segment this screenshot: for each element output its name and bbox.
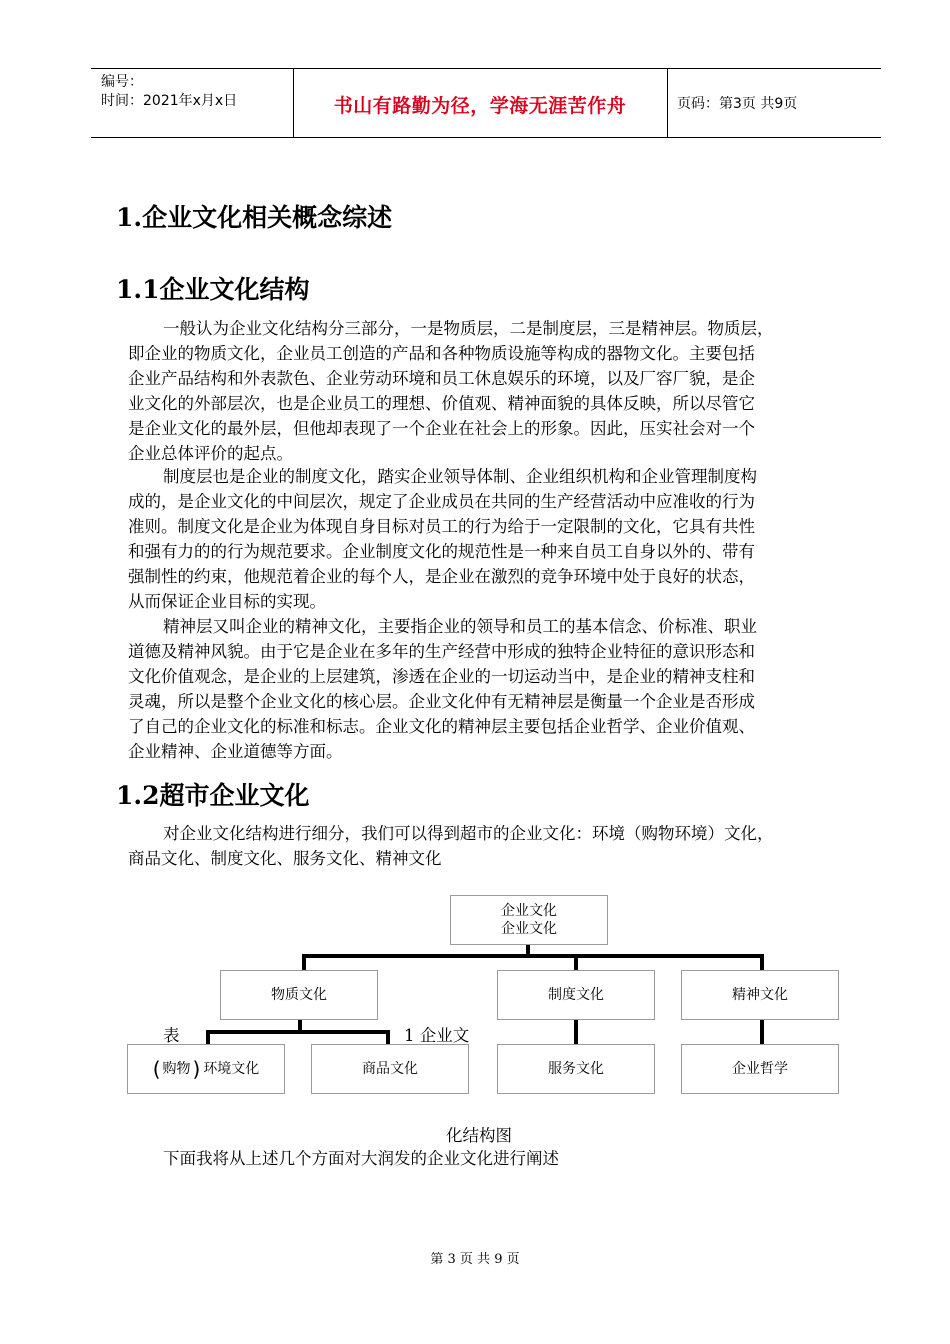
- node-goods-culture: [311, 1044, 469, 1094]
- node-label: 服务文化: [548, 1061, 604, 1077]
- text-line: 成的，是企业文化的中间层次，规定了企业成员在共同的生产经营活动中应准收的行为: [128, 492, 755, 511]
- node-label: 购物: [162, 1061, 191, 1077]
- connector-line: [574, 1019, 578, 1044]
- text-line: 企业总体评价的起点。: [128, 444, 293, 463]
- text-line: 业文化的外部层次，也是企业员工的理想、价值观、精神面貌的具体反映，所以尽管它: [128, 394, 755, 413]
- connector-line: [760, 954, 764, 970]
- connector-line: [206, 1030, 210, 1044]
- node-corporate-culture: [450, 895, 608, 945]
- page-header: [91, 68, 881, 138]
- text-line: 准则。制度文化是企业为体现自身目标对员工的行为给于一定限制的文化，它具有共性: [128, 517, 755, 536]
- connector-line: [574, 954, 578, 970]
- header-page-label: 页码：第3页 共9页: [677, 96, 798, 112]
- page-footer: 第 3 页 共 9 页: [430, 1252, 520, 1267]
- text-line: 对企业文化结构进行细分，我们可以得到超市的企业文化：环境（购物环境）文化，: [163, 824, 774, 843]
- header-divider: [667, 69, 668, 137]
- node-paren: (: [152, 1057, 161, 1081]
- node-material-culture: [220, 970, 378, 1020]
- paragraph-supermarket-culture: [128, 821, 868, 871]
- node-label: 物质文化: [271, 987, 327, 1003]
- connector-line: [302, 954, 306, 970]
- diagram-caption-right: 1 企业文: [404, 1026, 470, 1045]
- section-heading-1-2: 1.2超市企业文化: [116, 781, 310, 810]
- text-line: 下面我将从上述几个方面对大润发的企业文化进行阐述: [163, 1149, 559, 1168]
- node-paren: ): [192, 1057, 201, 1081]
- header-number-label: 编号：: [101, 74, 143, 90]
- diagram-caption-left: 表: [163, 1026, 180, 1045]
- header-time-label: 时间：2021年x月x日: [101, 93, 238, 109]
- section-heading-1: 1.企业文化相关概念综述: [116, 203, 393, 232]
- text-line: 一般认为企业文化结构分三部分，一是物质层，二是制度层，三是精神层。物质层，: [163, 319, 774, 338]
- node-label: 环境文化: [203, 1061, 260, 1077]
- node-spirit-culture: [681, 970, 839, 1020]
- node-label: 商品文化: [362, 1061, 418, 1077]
- text-line: 和强有力的的行为规范要求。企业制度文化的规范性是一种来自员工自身以外的、带有: [128, 542, 755, 561]
- text-line: 商品文化、制度文化、服务文化、精神文化: [128, 849, 442, 868]
- connector-line: [760, 1019, 764, 1044]
- node-institution-culture: [497, 970, 655, 1020]
- text-line: 灵魂，所以是整个企业文化的核心层。企业文化仲有无精神层是衡量一个企业是否形成: [128, 692, 755, 711]
- text-line: 企业产品结构和外表款色、企业劳动环境和员工休息娱乐的环境，以及厂容厂貌，是企: [128, 369, 755, 388]
- node-label: 精神文化: [732, 987, 788, 1003]
- text-line: 文化价值观念，是企业的上层建筑，渗透在企业的一切运动当中，是企业的精神支柱和: [128, 667, 755, 686]
- node-label: 企业文化: [501, 921, 557, 937]
- text-line: 企业精神、企业道德等方面。: [128, 742, 343, 761]
- paragraph-spirit-layer: [128, 614, 868, 764]
- node-label: 企业哲学: [732, 1061, 788, 1077]
- paragraph-institution-layer: [128, 464, 868, 614]
- text-line: 从而保证企业目标的实现。: [128, 592, 326, 611]
- connector-line: [302, 954, 764, 958]
- node-label: 制度文化: [548, 987, 604, 1003]
- text-line: 道德及精神风貌。由于它是企业在多年的生产经营中形成的独特企业特征的意识形态和: [128, 642, 755, 661]
- node-service-culture: [497, 1044, 655, 1094]
- connector-line: [386, 1030, 390, 1044]
- node-corporate-philosophy: [681, 1044, 839, 1094]
- header-motto: 书山有路勤为径，学海无涯苦作舟: [333, 95, 627, 117]
- header-meta: [101, 73, 237, 111]
- node-label: 企业文化: [501, 903, 557, 919]
- paragraph-closing: [128, 1146, 868, 1171]
- text-line: 精神层又叫企业的精神文化，主要指企业的领导和员工的基本信念、价标准、职业: [163, 617, 757, 636]
- connector-line: [206, 1030, 390, 1034]
- node-environment-culture: [127, 1044, 285, 1094]
- paragraph-material-layer: [128, 316, 868, 466]
- text-line: 强制性的约束，他规范着企业的每个人，是企业在激烈的竞争环境中处于良好的状态，: [128, 567, 755, 586]
- section-heading-1-1: 1.1企业文化结构: [116, 275, 310, 304]
- diagram-caption-bottom: 化结构图: [446, 1126, 512, 1145]
- text-line: 是企业文化的最外层，但他却表现了一个企业在社会上的形象。因此，压实社会对一个: [128, 419, 755, 438]
- text-line: 即企业的物质文化，企业员工创造的产品和各种物质设施等构成的器物文化。主要包括: [128, 344, 755, 363]
- text-line: 制度层也是企业的制度文化，踏实企业领导体制、企业组织机构和企业管理制度构: [163, 467, 757, 486]
- text-line: 了自己的企业文化的标准和标志。企业文化的精神层主要包括企业哲学、企业价值观、: [128, 717, 755, 736]
